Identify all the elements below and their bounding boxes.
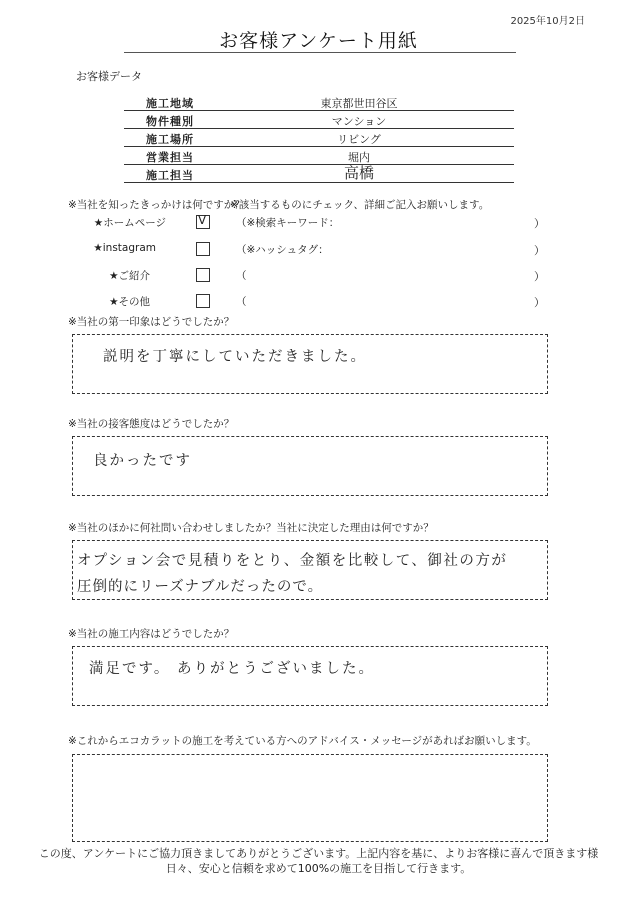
source-checkbox-homepage[interactable]: [196, 215, 210, 229]
detail-close-paren: ）: [534, 217, 545, 230]
customer-row-value: 高橋: [343, 164, 374, 182]
q4-answer-text: オプション会で見積りをとり、金額を比較して、御社の方が: [77, 553, 508, 569]
q3-question: ※当社の接客態度はどうでしたか？: [68, 418, 235, 430]
survey-date: 2025年10月2日: [510, 16, 585, 27]
q6-answer-box[interactable]: [72, 754, 548, 842]
q3-answer-text: 良かったです: [93, 453, 192, 469]
detail-close-paren: ）: [534, 296, 545, 309]
source-option-label: ★ホームページ: [93, 217, 166, 229]
customer-row-value: 東京都世田谷区: [320, 97, 398, 110]
q5-question: ※当社の施工内容はどうでしたか？: [68, 628, 235, 640]
source-option-label: ★instagram: [93, 242, 156, 254]
q2-answer-box[interactable]: [72, 334, 548, 394]
q1-instruction: ※該当するものにチェック、詳細ご記入お願いします。: [230, 199, 490, 211]
source-checkbox-other[interactable]: [196, 294, 210, 308]
q5-answer-box[interactable]: [72, 646, 548, 706]
customer-row-label: 施工場所: [146, 133, 194, 146]
q4-answer-text: 圧倒的にリーズナブルだったので。: [77, 579, 324, 595]
customer-row-type: [124, 111, 514, 129]
customer-row-value: マンション: [331, 115, 387, 128]
title-underline: [124, 52, 516, 53]
source-option-label: ★その他: [109, 296, 150, 308]
customer-row-label: 営業担当: [146, 151, 194, 164]
customer-row-label: 施工地域: [146, 97, 194, 110]
q2-answer-text: 説明を丁寧にしていただきました。: [103, 349, 367, 365]
footer-message-line2: 日々、安心と信頼を求めて100%の施工を目指して行きます。: [165, 862, 472, 875]
customer-section-label: お客様データ: [76, 70, 142, 83]
page-title: お客様アンケート用紙: [219, 30, 418, 52]
source-checkbox-referral[interactable]: [196, 268, 210, 282]
q6-question: ※これからエコカラットの施工を考えている方へのアドバイス・メッセージがあればお願いします。: [68, 735, 537, 747]
q2-question: ※当社の第一印象はどうでしたか？: [68, 316, 235, 328]
source-detail-referral: （: [236, 270, 247, 282]
customer-row-value: 堀内: [348, 151, 370, 164]
q4-answer-box[interactable]: [72, 540, 548, 600]
q3-answer-box[interactable]: [72, 436, 548, 496]
source-detail-keyword: （※検索キーワード：: [236, 217, 340, 229]
source-option-label: ★ご紹介: [109, 270, 150, 282]
detail-close-paren: ）: [534, 244, 545, 257]
customer-row-installer: [124, 165, 514, 183]
source-checkbox-instagram[interactable]: [196, 242, 210, 256]
footer-message-line1: この度、アンケートにご協力頂きましてありがとうございます。上記内容を基に、よりお客様に喜んで頂きます様: [38, 847, 599, 860]
source-detail-other: （: [236, 296, 247, 308]
q1-question: ※当社を知ったきっかけは何ですか？: [68, 199, 245, 211]
customer-row-area: [124, 93, 514, 111]
customer-row-label: 物件種別: [146, 115, 194, 128]
detail-close-paren: ）: [534, 270, 545, 283]
customer-row-place: [124, 129, 514, 147]
customer-row-value: リビング: [337, 133, 381, 146]
q4-question: ※当社のほかに何社問い合わせしましたか？当社に決定した理由は何ですか？: [68, 522, 434, 534]
q5-answer-text: 満足です。 ありがとうございました。: [89, 661, 375, 677]
source-detail-hashtag: （※ハッシュタグ：: [236, 244, 329, 256]
customer-row-label: 施工担当: [146, 169, 194, 182]
check-mark-icon: V: [198, 213, 207, 227]
